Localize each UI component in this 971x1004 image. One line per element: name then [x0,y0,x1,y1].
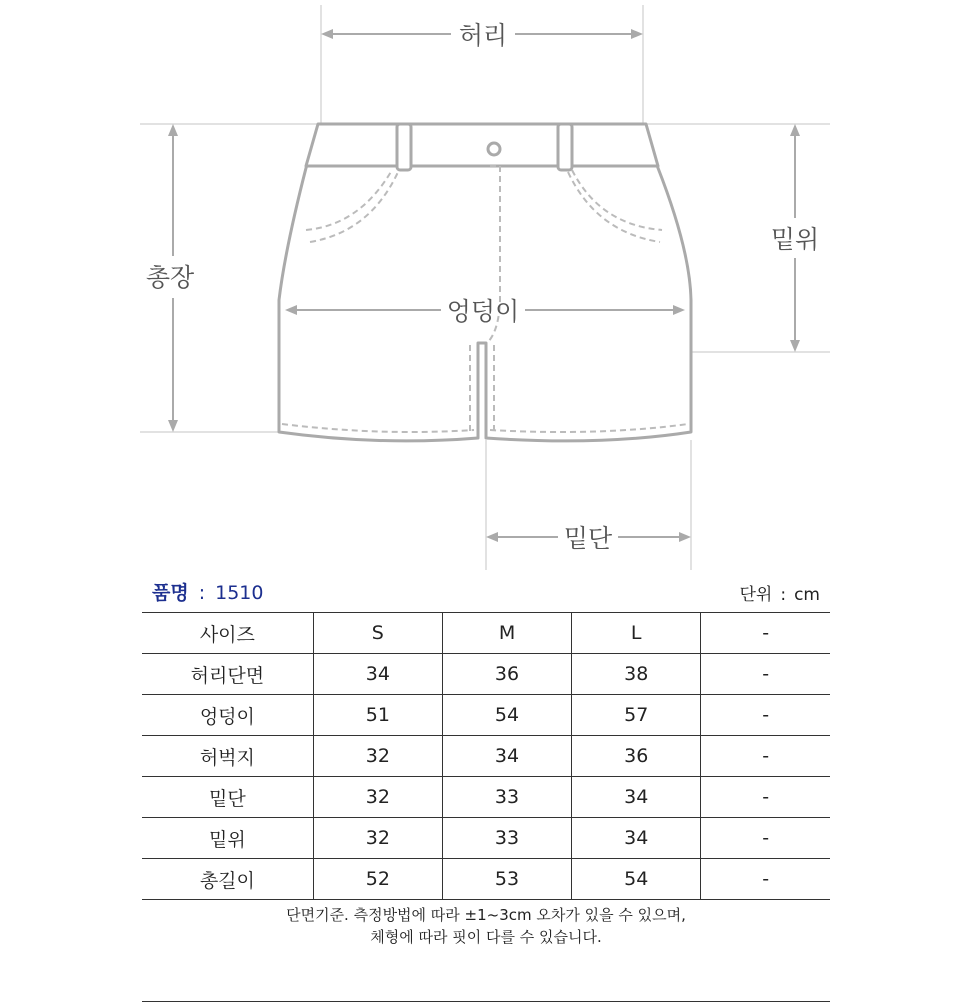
note-line-1: 단면기준. 측정방법에 따라 ±1~3cm 오차가 있을 수 있으며, [286,906,686,924]
table-cell: 34 [442,736,571,777]
table-row [142,777,830,818]
table-cell: 52 [313,859,442,900]
table-cell: 32 [313,818,442,859]
table-cell: 33 [442,777,571,818]
table-cell: 밑위 [142,818,313,859]
unit-value: cm [794,585,820,605]
size-table [142,612,830,900]
unit-info [739,580,820,605]
total-length-label: 총장 [145,263,195,292]
table-cell: 32 [313,736,442,777]
table-cell: 33 [442,818,571,859]
hem-label: 밑단 [563,524,613,553]
table-cell: 51 [313,695,442,736]
measurement-notes [142,904,830,948]
table-cell: 밑단 [142,777,313,818]
table-cell: 36 [572,736,701,777]
table-cell: 허리단면 [142,654,313,695]
waist-label: 허리 [458,21,508,50]
table-cell: - [701,613,830,654]
table-cell: 34 [572,777,701,818]
table-cell: 36 [442,654,571,695]
table-row [142,859,830,900]
table-cell: 57 [572,695,701,736]
table-cell: S [313,613,442,654]
table-row [142,654,830,695]
table-cell: 34 [572,818,701,859]
table-cell: 허벅지 [142,736,313,777]
product-name [152,578,263,605]
table-cell: 사이즈 [142,613,313,654]
table-cell: - [701,654,830,695]
table-cell: 54 [572,859,701,900]
table-cell: - [701,777,830,818]
table-cell: 총길이 [142,859,313,900]
table-cell: M [442,613,571,654]
table-row [142,736,830,777]
table-cell: 34 [313,654,442,695]
table-cell: 38 [572,654,701,695]
unit-separator: : [780,585,787,605]
table-header-row [142,613,830,654]
product-label: 품명 [152,582,189,604]
bottom-divider [142,1001,830,1002]
table-cell: - [701,859,830,900]
table-row [142,818,830,859]
table-cell: 엉덩이 [142,695,313,736]
table-cell: L [572,613,701,654]
table-cell: 32 [313,777,442,818]
table-cell: - [701,695,830,736]
table-cell: 54 [442,695,571,736]
rise-label: 밑위 [770,225,820,254]
table-cell: - [701,736,830,777]
table-cell: 53 [442,859,571,900]
note-line-2: 체형에 따라 핏이 다를 수 있습니다. [370,928,602,946]
table-row [142,695,830,736]
shorts-outline [279,124,691,441]
hip-label: 엉덩이 [446,297,520,326]
product-separator: : [198,582,206,604]
product-code: 1510 [215,582,264,604]
meta-row [142,576,830,606]
unit-label: 단위 [739,585,773,605]
table-cell: - [701,818,830,859]
